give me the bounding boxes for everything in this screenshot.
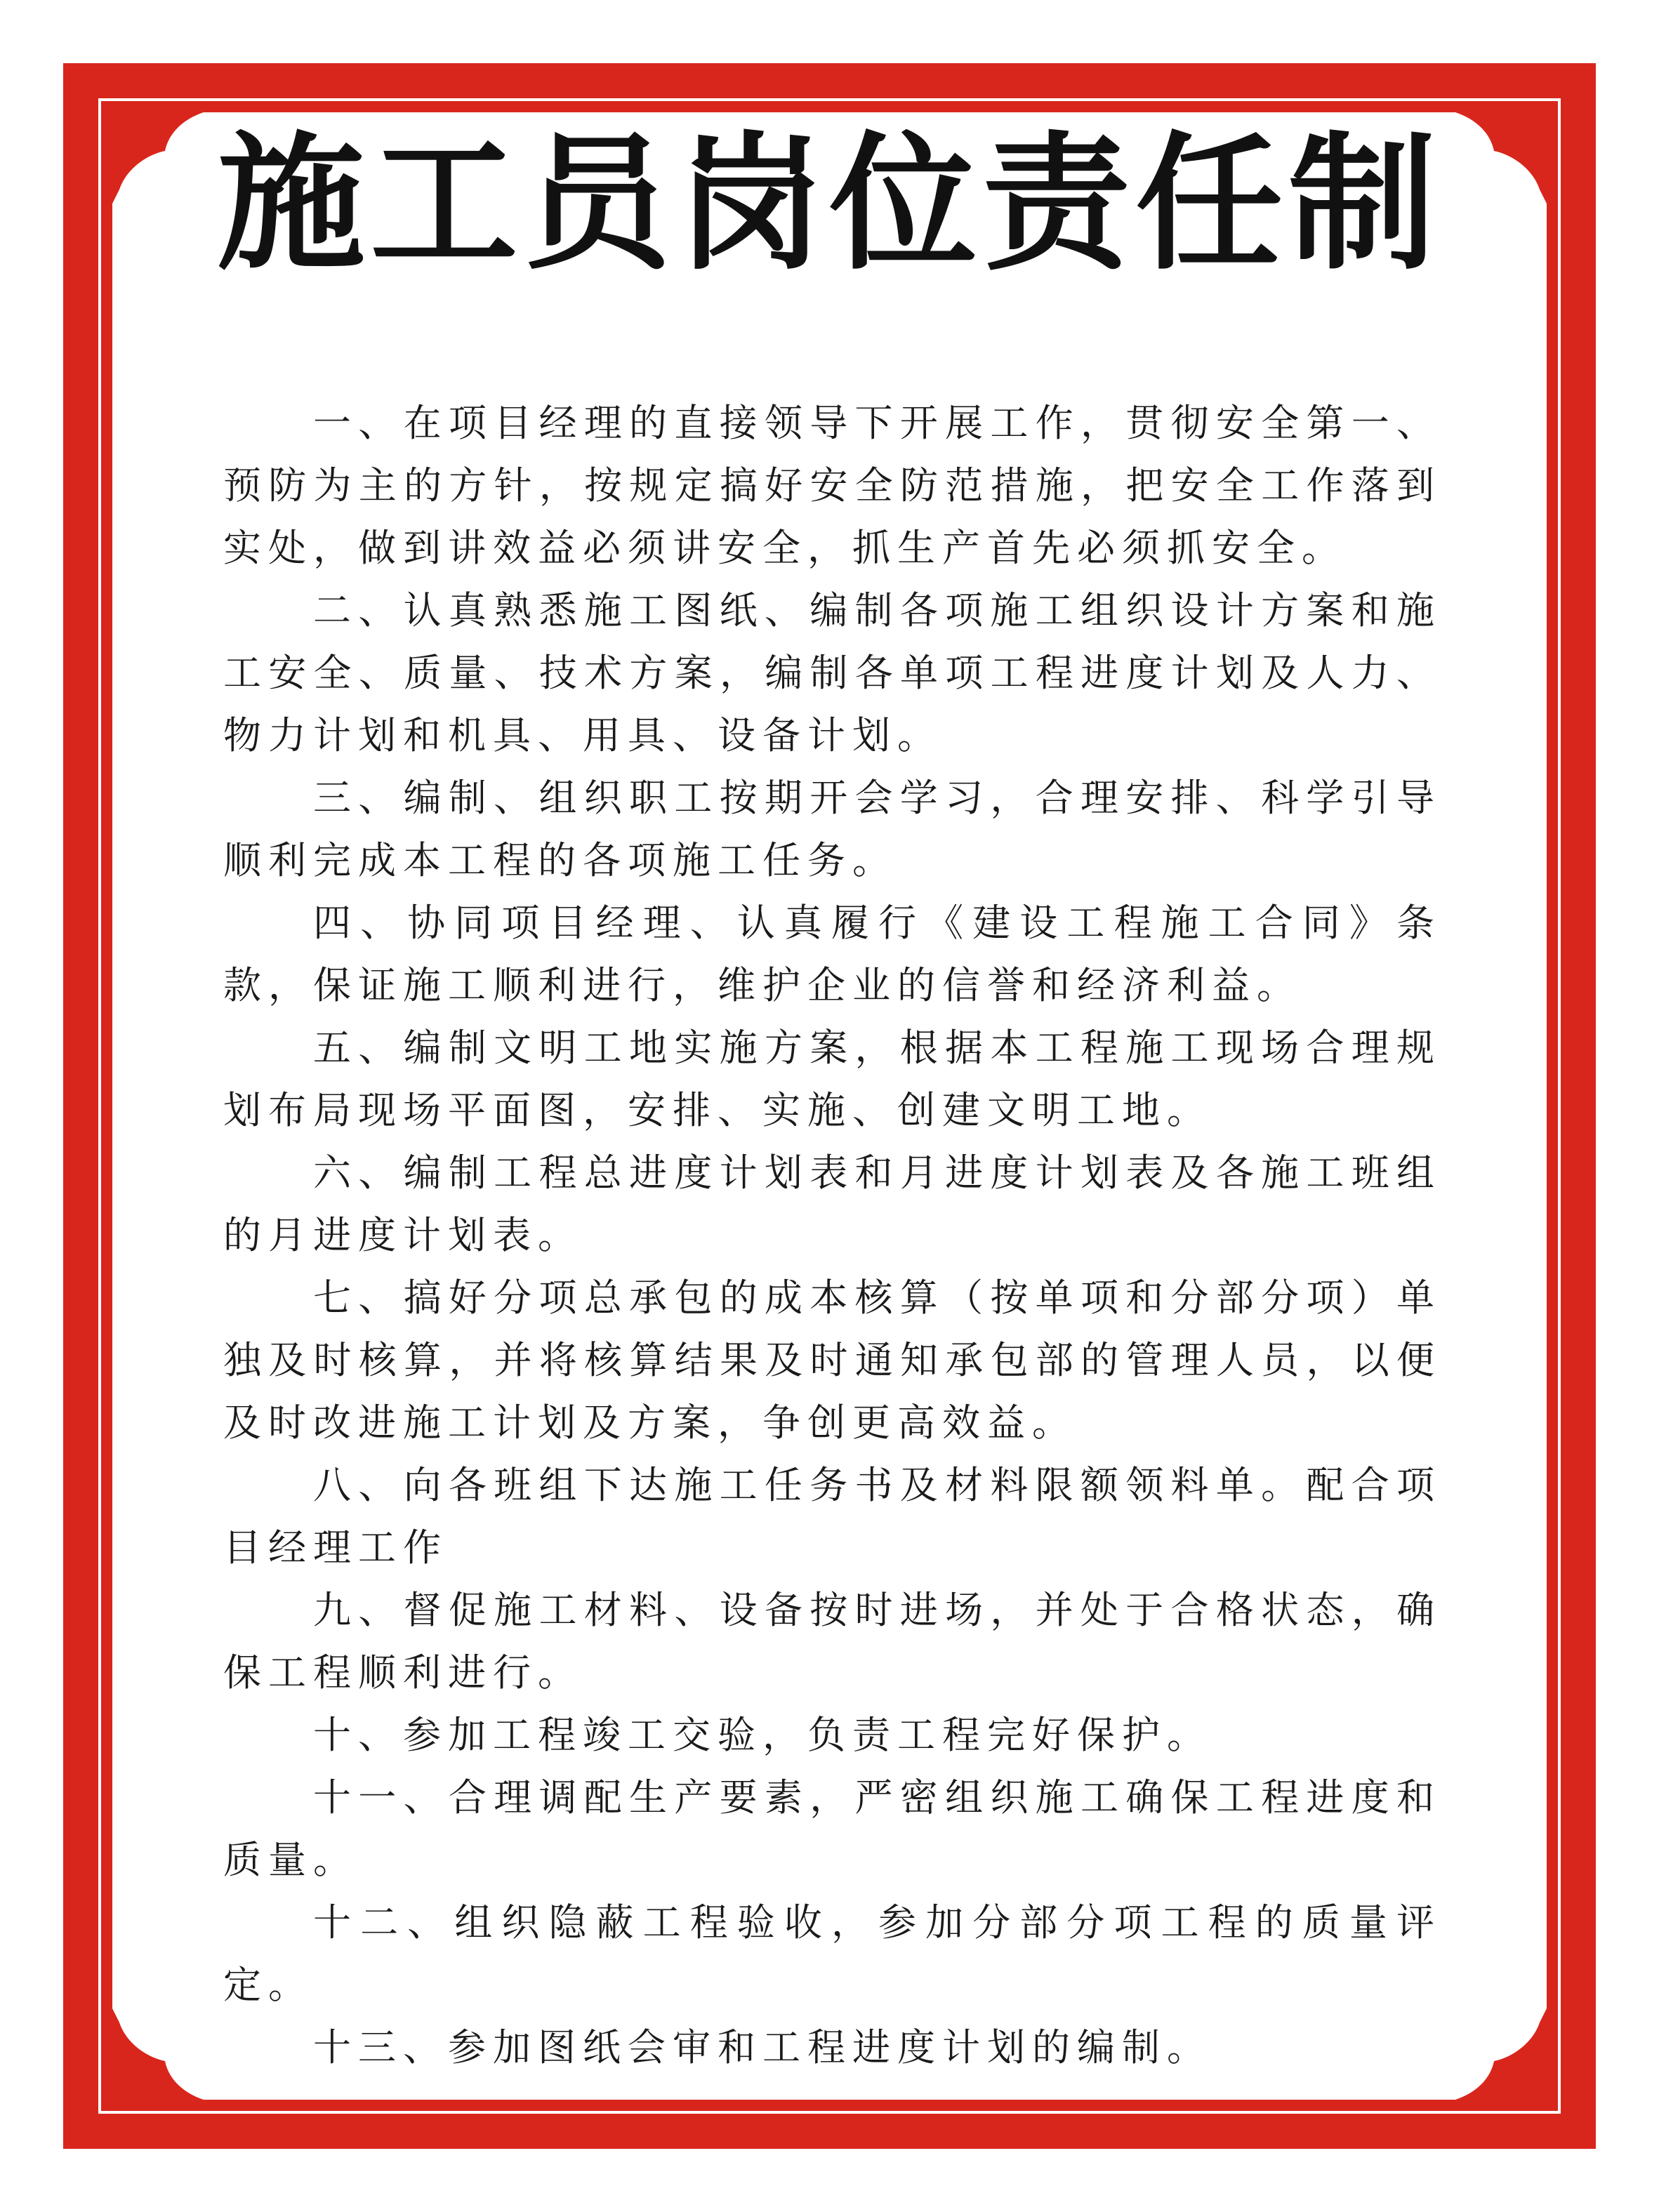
- clause-item: 十、参加工程竣工交验，负责工程完好保护。: [313, 1713, 1212, 1757]
- clause-item: 十一、合理调配生产要素，严密组织施工确保工程进度和质量。: [223, 1775, 1441, 1882]
- clause-item: 三、编制、组织职工按期开会学习，合理安排、科学引导顺利完成本工程的各项施工任务。: [223, 776, 1441, 882]
- clause-item: 二、认真熟悉施工图纸、编制各项施工组织设计方案和施工安全、质量、技术方案，编制各单项工程进度计划及人力、物力计划和机具、用具、设备计划。: [223, 588, 1441, 757]
- clause-list: [223, 392, 1441, 2079]
- clause-item: 五、编制文明工地实施方案，根据本工程施工现场合理规划布局现场平面图，安排、实施、创建文明工地。: [223, 1026, 1441, 1132]
- clause-item: 七、搞好分项总承包的成本核算（按单项和分部分项）单独及时核算，并将核算结果及时通知承包部的管理人员，以便及时改进施工计划及方案，争创更高效益。: [223, 1276, 1441, 1445]
- corner-ornament-icon: [1455, 2008, 1547, 2100]
- clause-item: 一、在项目经理的直接领导下开展工作，贯彻安全第一、预防为主的方针，按规定搞好安全防范措施，把安全工作落到实处，做到讲效益必须讲安全，抓生产首先必须抓安全。: [223, 401, 1441, 570]
- clause-item: 十三、参加图纸会审和工程进度计划的编制。: [313, 2025, 1212, 2069]
- corner-ornament-icon: [112, 2008, 204, 2100]
- clause-item: 九、督促施工材料、设备按时进场，并处于合格状态，确保工程顺利进行。: [223, 1588, 1441, 1695]
- clause-item: 六、编制工程总进度计划表和月进度计划表及各施工班组的月进度计划表。: [223, 1151, 1441, 1257]
- clause-item: 十二、组织隐蔽工程验收，参加分部分项工程的质量评定。: [223, 1900, 1441, 2007]
- page-title: 施工员岗位责任制: [217, 117, 1442, 290]
- clause-item: 八、向各班组下达施工任务书及材料限额领料单。配合项目经理工作: [223, 1463, 1441, 1570]
- clause-item: 四、协同项目经理、认真履行《建设工程施工合同》条款，保证施工顺利进行，维护企业的信誉和经济利益。: [223, 901, 1441, 1007]
